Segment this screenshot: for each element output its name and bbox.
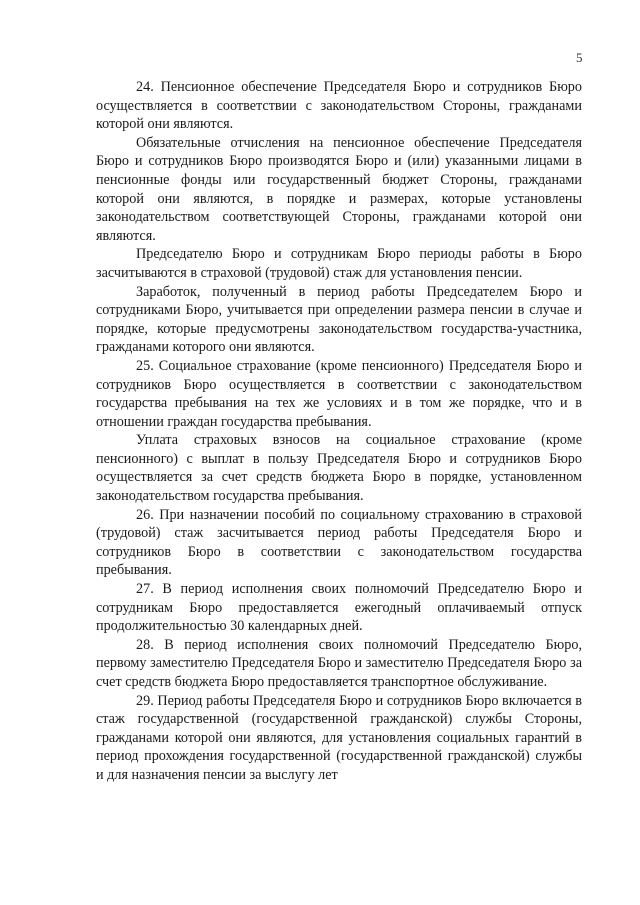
paragraph-26: 26. При назначении пособий по социальному страхованию в страховой (трудовой) стаж засчитывается период работы Председателя Бюро и сотрудников Бюро в соответствии с законодательством государства пребывания. (96, 506, 582, 579)
paragraph-24: 24. Пенсионное обеспечение Председателя Бюро и сотрудников Бюро осуществляется в соответствии с законодательством Стороны, гражданами которой они являются. (96, 79, 582, 133)
paragraph-27: 27. В период исполнения своих полномочий Председателю Бюро и сотрудникам Бюро предоставляется ежегодный оплачиваемый отпуск продолжительностью 30 календарных дней. (96, 581, 582, 635)
paragraph-28: 28. В период исполнения своих полномочий Председателю Бюро, первому заместителю Председателя Бюро и заместителю Председателя Бюро за счет средств бюджета Бюро предоставляется транспортное обслуживание. (96, 636, 582, 690)
paragraph-insurance-payments: Уплата страховых взносов на социальное страхование (кроме пенсионного) с выплат в пользу Председателя Бюро и сотрудников Бюро осуществляется за счет средств бюджета Бюро в порядке, установленном законодательством государства пребывания. (96, 432, 582, 505)
paragraph-pension-contributions: Обязательные отчисления на пенсионное обеспечение Председателя Бюро и сотрудников Бюро производятся Бюро и (или) указанными лицами в пенсионные фонды или государственный бюджет Стороны, гражданами которой они являются, в порядке и размерах, которые установлены законодательством соответствующей Стороны, гражданами которой они являются. (96, 134, 582, 244)
paragraph-earnings: Заработок, полученный в период работы Председателем Бюро и сотрудниками Бюро, учитывается при определении размера пенсии в случае и порядке, которые предусмотрены законодательством государства-участника, гражданами которого они являются. (96, 283, 582, 356)
paragraph-25: 25. Социальное страхование (кроме пенсионного) Председателя Бюро и сотрудников Бюро осуществляется в соответствии с законодательством государства пребывания на тех же условиях и в том же порядке, что и в отношении граждан государства пребывания. (96, 357, 582, 430)
paragraph-29: 29. Период работы Председателя Бюро и сотрудников Бюро включается в стаж государственной (государственной гражданской) службы Стороны, гражданами которой они являются, для установления социальных гарантий в период прохождения государственной (государственной гражданской) службы и для назначения пенсии за выслугу лет (96, 692, 582, 783)
document-body (96, 78, 582, 785)
page-number: 5 (576, 50, 583, 65)
paragraph-insurance-service: Председателю Бюро и сотрудникам Бюро периоды работы в Бюро засчитываются в страховой (трудовой) стаж для установления пенсии. (96, 246, 582, 281)
